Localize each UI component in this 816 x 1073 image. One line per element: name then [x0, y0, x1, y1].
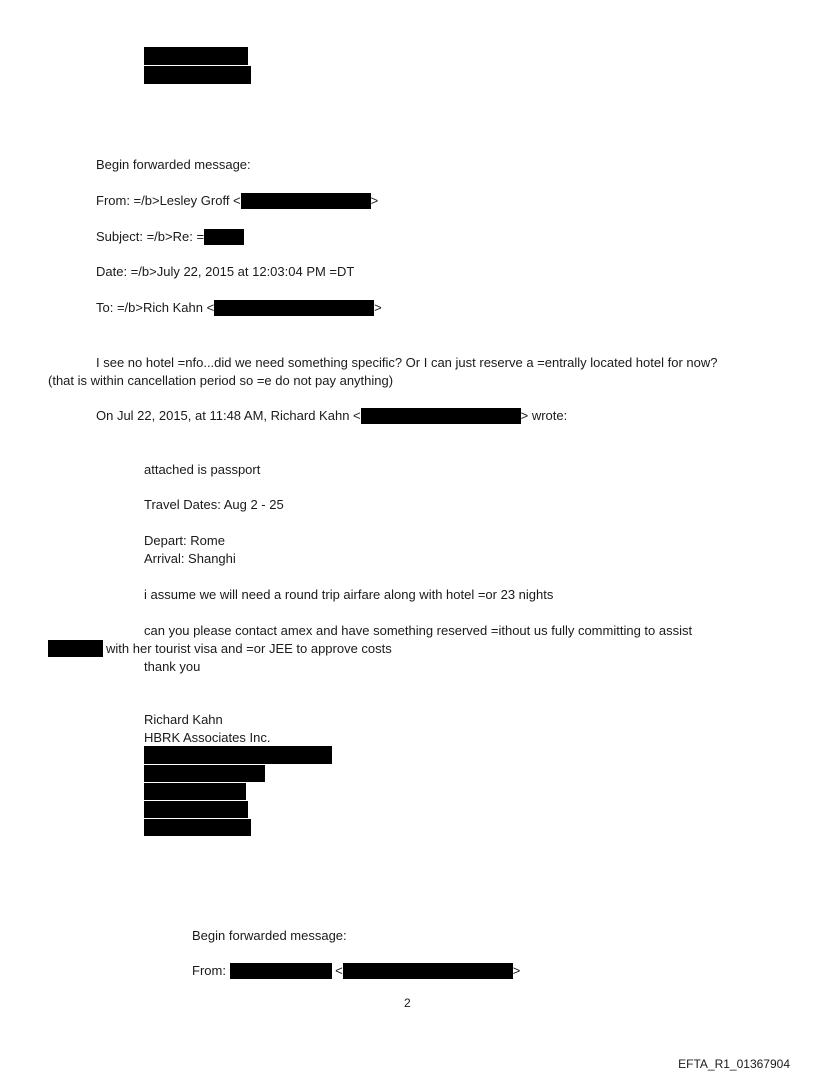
redaction-block — [230, 963, 332, 979]
date-line: Date: =/b>July 22, 2015 at 12:03:04 PM =DT — [96, 264, 355, 279]
quoted-travel-dates: Travel Dates: Aug 2 - 25 — [144, 497, 284, 512]
to-text: To: =/b>Rich Kahn < — [96, 300, 215, 315]
redaction-block — [241, 193, 371, 209]
redaction-block — [144, 765, 265, 782]
subject-text: Subject: =/b>Re: = — [96, 229, 205, 244]
quote-header — [96, 408, 567, 424]
quoted-contact: can you please contact amex and have something reserved =ithout us fully committing to assist — [144, 623, 693, 638]
redaction-block — [343, 963, 513, 979]
reply-line-1: I see no hotel =nfo...did we need something specific? Or I can just reserve a =entrally located hotel for now? — [96, 355, 718, 370]
signature-name: Richard Kahn — [144, 712, 223, 727]
quoted-arrival: Arrival: Shanghi — [144, 551, 236, 566]
page-number: 2 — [404, 996, 411, 1010]
quoted-thanks: thank you — [144, 659, 201, 674]
redaction-block — [144, 47, 248, 65]
inner-from-text: From: — [192, 963, 230, 978]
signature-company: HBRK Associates Inc. — [144, 730, 271, 745]
inner-from-line — [192, 963, 520, 979]
quote-header-text: On Jul 22, 2015, at 11:48 AM, Richard Kahn < — [96, 408, 361, 423]
reply-line-2: (that is within cancellation period so =e do not pay anything) — [48, 373, 394, 388]
from-text: From: =/b>Lesley Groff < — [96, 193, 241, 208]
subject-line — [96, 229, 244, 245]
redaction-block — [361, 408, 521, 424]
from-close: > — [370, 193, 379, 208]
redaction-block — [144, 66, 251, 84]
redaction-block — [48, 640, 103, 657]
to-line — [96, 300, 382, 316]
to-close: > — [374, 300, 382, 315]
from-line — [96, 193, 378, 209]
quoted-depart: Depart: Rome — [144, 533, 225, 548]
quoted-visa: with her tourist visa and =or JEE to approve costs — [106, 641, 392, 656]
inner-begin-forwarded-label: Begin forwarded message: — [192, 928, 347, 943]
inner-from-close: > — [512, 963, 521, 978]
quoted-passport: attached is passport — [144, 462, 261, 477]
redaction-block — [144, 746, 332, 764]
redaction-block — [144, 819, 251, 836]
redaction-block — [144, 783, 246, 800]
redaction-block — [144, 801, 248, 818]
quote-header-end: > wrote: — [520, 408, 568, 423]
quoted-assume: i assume we will need a round trip airfare along with hotel =or 23 nights — [144, 587, 554, 602]
redaction-block — [204, 229, 244, 245]
begin-forwarded-label: Begin forwarded message: — [96, 157, 251, 172]
redaction-block — [214, 300, 374, 316]
document-id: EFTA_R1_01367904 — [678, 1057, 790, 1071]
inner-from-mid: < — [331, 963, 343, 978]
